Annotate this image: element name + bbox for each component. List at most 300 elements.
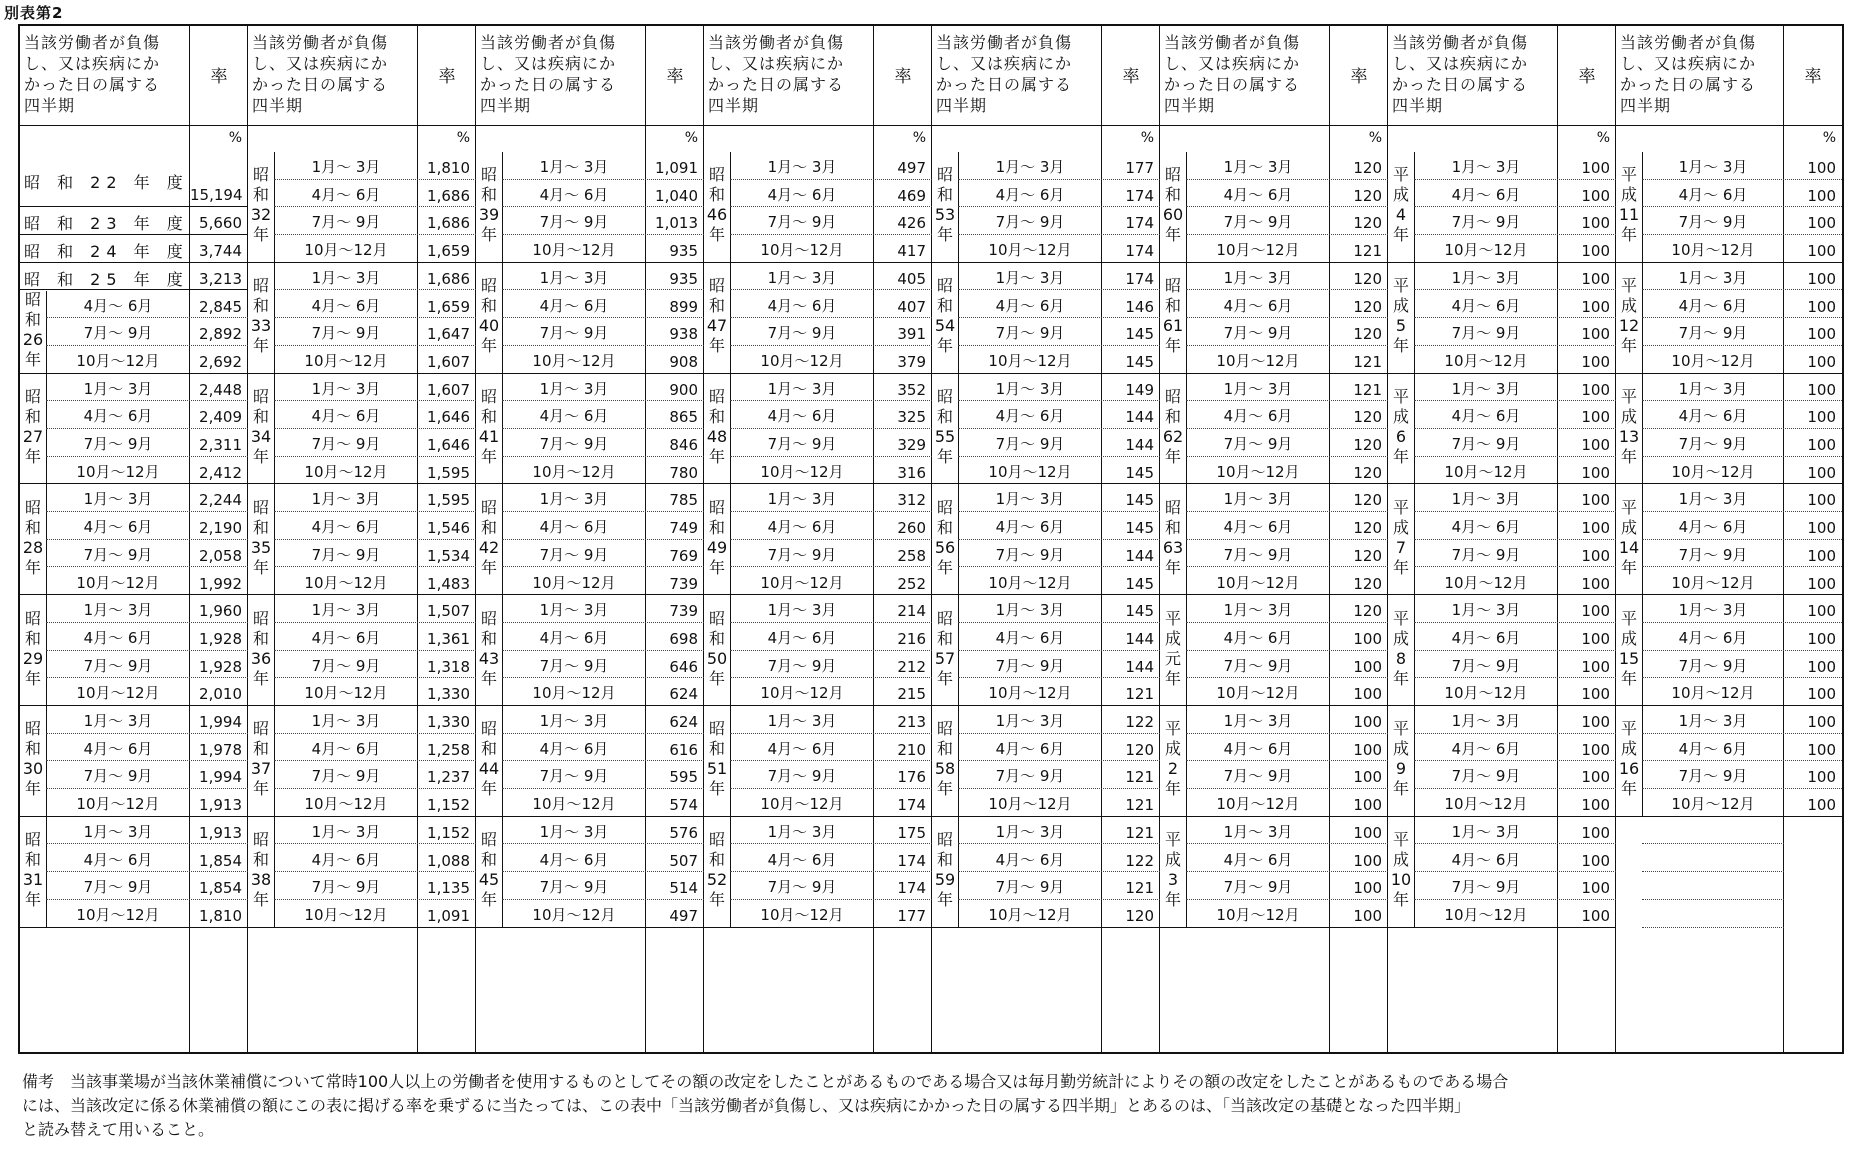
quarter-label: 7月～ 9月 [1223,213,1293,232]
rate-value: 145 [1125,602,1154,621]
quarter-label: 4月～ 6月 [1223,518,1293,537]
table-column [704,26,932,1052]
rate-value: 1,659 [427,297,470,316]
rate-value: 145 [1125,491,1154,510]
rate-value: 1,507 [427,602,470,621]
quarter-label: 4月～ 6月 [311,185,381,204]
rate-value: 174 [897,851,926,870]
quarter-label: 4月～ 6月 [995,739,1065,758]
quarter-label: 1月～ 3月 [1223,490,1293,509]
quarter-label: 7月～ 9月 [995,324,1065,343]
rate-value: 258 [897,546,926,565]
rate-value: 1,978 [199,740,242,759]
quarter-label: 7月～ 9月 [995,878,1065,897]
era-year-label: 昭 和 48 年 [706,387,728,466]
rate-value: 1,091 [655,159,698,177]
era-year-label: 昭 和 53 年 [934,165,956,245]
quarter-label: 4月～ 6月 [539,185,609,204]
rate-value: 174 [897,796,926,815]
era-year-label: 平 成 11 年 [1618,165,1640,245]
rate-value: 100 [1807,408,1836,427]
rate-value: 212 [897,657,926,676]
quarter-label: 1月～ 3月 [1451,712,1521,730]
quarter-label: 4月～ 6月 [1451,185,1521,204]
note-line: には、当該改定に係る休業補償の額にこの表に掲げる率を乗ずるに当たっては、この表中「当該労働者が負傷し、又は疾病にかかった日の属する四半期」とあるのは、「当該改定の基礎となった四半期」 [22,1096,1471,1115]
rate-value: 352 [897,380,926,399]
quarter-label: 4月～ 6月 [995,850,1065,869]
rate-value: 144 [1125,629,1154,648]
rate-value: 100 [1807,463,1836,482]
column-header [932,26,1159,126]
percent-unit: % [1822,130,1836,146]
quarter-label: 4月～ 6月 [83,296,153,315]
era-year-label: 平 成 2 年 [1164,719,1181,799]
quarter-label: 7月～ 9月 [995,435,1065,453]
quarter-label: 10月～12月 [1444,905,1528,924]
rate-value: 121 [1353,380,1382,399]
quarter-label: 7月～ 9月 [767,545,837,564]
column-header [476,26,703,126]
rate-value: 1,152 [427,796,470,815]
quarter-label: 4月～ 6月 [1223,850,1293,869]
quarter-label: 4月～ 6月 [539,850,609,869]
rate-value: 100 [1353,879,1382,898]
rate-value: 174 [1125,186,1154,205]
column-header [1388,26,1615,126]
quarter-label: 4月～ 6月 [83,628,153,647]
era-year-label: 昭 和 46 年 [706,165,728,245]
era-year-label: 昭 和 44 年 [478,719,500,799]
quarter-label: 7月～ 9月 [1223,324,1293,343]
era-year-label: 平 成 12 年 [1618,276,1640,356]
rate-value: 3,213 [199,269,242,288]
quarter-label: 7月～ 9月 [1678,213,1748,232]
rate-value: 1,960 [199,602,242,621]
era-year-label: 平 成 9 年 [1392,719,1409,799]
table-column [476,26,704,1052]
rate-value: 146 [1125,297,1154,316]
quarter-label: 10月～12月 [532,241,616,260]
notes [22,1070,1842,1142]
quarter-label: 1月～ 3月 [1451,822,1521,841]
quarter-label: 10月～12月 [304,573,388,592]
header-period-label: 当該労働者が負傷 し、又は疾病にか かった日の属する 四半期 [708,33,845,115]
quarter-label: 10月～12月 [1671,684,1755,703]
quarter-label: 4月～ 6月 [311,407,381,426]
quarter-label: 1月～ 3月 [1678,158,1748,176]
rate-value: 214 [897,602,926,621]
rate-value: 935 [669,269,698,288]
rate-value: 121 [1125,796,1154,815]
rate-value: 100 [1581,408,1610,427]
rate-value: 325 [897,408,926,427]
rate-value: 1,810 [427,159,470,177]
quarter-label: 1月～ 3月 [1678,601,1748,620]
quarter-label: 1月～ 3月 [311,490,381,509]
rate-value: 120 [1353,297,1382,316]
rate-value: 100 [1353,906,1382,925]
quarter-label: 4月～ 6月 [311,850,381,869]
era-year-label: 平 成 15 年 [1618,608,1640,688]
rate-value: 100 [1807,602,1836,621]
quarter-label: 7月～ 9月 [311,324,381,343]
quarter-label: 1月～ 3月 [539,268,609,287]
quarter-label: 7月～ 9月 [83,435,153,453]
era-year-label: 昭 和 42 年 [478,497,500,577]
rate-value: 1,994 [199,768,242,787]
rate-value: 624 [669,685,698,704]
quarter-label: 4月～ 6月 [311,296,381,315]
era-year-label: 昭 和 40 年 [478,276,500,356]
rate-value: 407 [897,297,926,316]
rate-value: 215 [897,685,926,704]
rate-value: 1,928 [199,657,242,676]
rate-value: 120 [1353,574,1382,593]
rate-value: 595 [669,768,698,787]
quarter-label: 4月～ 6月 [539,407,609,426]
quarter-label: 4月～ 6月 [311,739,381,758]
quarter-label: 1月～ 3月 [1451,379,1521,398]
quarter-label: 7月～ 9月 [83,656,153,675]
era-year-label: 昭 和 51 年 [706,719,728,799]
quarter-label: 7月～ 9月 [1678,767,1748,786]
rate-value: 497 [669,906,698,925]
era-year-label: 昭 和 49 年 [706,497,728,577]
quarter-label: 4月～ 6月 [1451,407,1521,426]
rate-value: 216 [897,629,926,648]
rate-value: 100 [1807,657,1836,676]
quarter-label: 10月～12月 [760,462,844,481]
rate-value: 15,194 [190,186,243,205]
rate-value: 120 [1353,214,1382,233]
percent-unit: % [1596,130,1610,146]
rate-value: 846 [669,436,698,454]
quarter-label: 1月～ 3月 [311,268,381,287]
rate-value: 749 [669,519,698,538]
quarter-label: 10月～12月 [760,573,844,592]
era-year-label: 昭 和 30 年 [22,719,44,799]
rate-value: 144 [1125,546,1154,565]
rate-value: 935 [669,242,698,261]
rate-value: 1,854 [199,851,242,870]
rate-value: 391 [897,325,926,344]
rate-value: 100 [1807,186,1836,205]
quarter-label: 1月～ 3月 [1678,379,1748,398]
quarter-label: 7月～ 9月 [311,545,381,564]
rate-value: 1,686 [427,186,470,205]
era-year-label: 平 成 3 年 [1164,830,1181,910]
era-year-label: 昭 和 37 年 [250,719,272,799]
rate-value: 120 [1353,602,1382,621]
quarter-label: 4月～ 6月 [539,518,609,537]
quarter-label: 1月～ 3月 [767,490,837,509]
rate-value: 100 [1807,491,1836,510]
quarter-label: 10月～12月 [304,795,388,814]
quarter-label: 1月～ 3月 [995,822,1065,841]
rate-value: 1,135 [427,879,470,898]
rate-value: 144 [1125,436,1154,454]
table-title: 別表第2 [4,4,64,22]
rate-value: 100 [1581,823,1610,842]
rate-value: 100 [1581,214,1610,233]
rate-value: 121 [1125,879,1154,898]
rate-value: 121 [1125,823,1154,842]
rate-value: 100 [1581,159,1610,177]
rate-value: 177 [897,906,926,925]
quarter-label: 10月～12月 [988,351,1072,370]
rate-value: 100 [1581,602,1610,621]
rate-value: 2,412 [199,463,242,482]
quarter-label: 10月～12月 [988,241,1072,260]
rate-value: 100 [1581,796,1610,815]
rate-value: 100 [1353,768,1382,787]
quarter-label: 7月～ 9月 [539,767,609,786]
era-year-label: 昭 和 38 年 [250,830,272,910]
header-rate-label: 率 [438,67,456,87]
quarter-label: 1月～ 3月 [311,822,381,841]
era-year-label: 昭 和 52 年 [706,830,728,910]
quarter-label: 1月～ 3月 [995,379,1065,398]
quarter-label: 1月～ 3月 [767,379,837,398]
quarter-label: 4月～ 6月 [995,628,1065,647]
rate-value: 769 [669,546,698,565]
quarter-label: 7月～ 9月 [767,435,837,453]
quarter-label: 7月～ 9月 [1451,213,1521,232]
rate-value: 576 [669,823,698,842]
quarter-label: 7月～ 9月 [83,878,153,897]
quarter-label: 1月～ 3月 [995,712,1065,730]
quarter-label: 7月～ 9月 [1223,767,1293,786]
rate-value: 514 [669,879,698,898]
quarter-label: 4月～ 6月 [539,296,609,315]
rate-value: 507 [669,851,698,870]
quarter-label: 10月～12月 [1216,905,1300,924]
quarter-label: 7月～ 9月 [311,878,381,897]
rate-value: 1,659 [427,242,470,261]
header-rate-label: 率 [1804,67,1822,87]
quarter-label: 10月～12月 [988,462,1072,481]
quarter-label: 7月～ 9月 [311,656,381,675]
rate-value: 100 [1807,796,1836,815]
quarter-label: 4月～ 6月 [767,296,837,315]
quarter-label: 4月～ 6月 [1223,739,1293,758]
quarter-label: 10月～12月 [988,795,1072,814]
quarter-label: 4月～ 6月 [83,739,153,758]
quarter-label: 10月～12月 [304,684,388,703]
quarter-label: 1月～ 3月 [539,379,609,398]
rate-value: 120 [1353,463,1382,482]
quarter-label: 10月～12月 [1671,462,1755,481]
quarter-label: 4月～ 6月 [311,628,381,647]
quarter-label: 10月～12月 [1444,684,1528,703]
quarter-label: 4月～ 6月 [1451,518,1521,537]
era-year-label: 昭 和 62 年 [1162,387,1184,466]
quarter-label: 7月～ 9月 [767,213,837,232]
rate-value: 785 [669,491,698,510]
rate-value: 497 [897,159,926,177]
quarter-label: 10月～12月 [76,351,160,370]
rate-value: 145 [1125,574,1154,593]
header-rate-label: 率 [894,67,912,87]
quarter-label: 10月～12月 [988,905,1072,924]
quarter-label: 4月～ 6月 [767,739,837,758]
quarter-label: 7月～ 9月 [1223,435,1293,453]
quarter-label: 4月～ 6月 [1451,296,1521,315]
rate-value: 144 [1125,657,1154,676]
rate-table [18,24,1844,1054]
rate-value: 100 [1581,463,1610,482]
rate-value: 175 [897,823,926,842]
quarter-label: 1月～ 3月 [1451,490,1521,509]
quarter-label: 7月～ 9月 [1678,656,1748,675]
rate-value: 145 [1125,463,1154,482]
rate-value: 100 [1807,436,1836,454]
quarter-label: 1月～ 3月 [1223,822,1293,841]
quarter-label: 7月～ 9月 [995,656,1065,675]
rate-value: 1,330 [427,713,470,731]
rate-value: 1,810 [199,906,242,925]
table-column [20,26,248,1052]
rate-value: 213 [897,713,926,731]
quarter-label: 4月～ 6月 [1223,628,1293,647]
rate-value: 122 [1125,713,1154,731]
rate-value: 100 [1807,546,1836,565]
rate-value: 739 [669,602,698,621]
rate-value: 121 [1353,352,1382,371]
fiscal-year-label: 昭 和 22 年 度 [24,172,189,192]
quarter-label: 1月～ 3月 [83,490,153,509]
era-year-label: 昭 和 54 年 [934,276,956,356]
era-year-label: 昭 和 55 年 [934,387,956,466]
quarter-label: 10月～12月 [1216,573,1300,592]
quarter-label: 10月～12月 [304,351,388,370]
rate-value: 2,244 [199,491,242,510]
rate-value: 2,409 [199,408,242,427]
fiscal-year-label: 昭 和 25 年 度 [24,269,189,289]
rate-value: 120 [1353,186,1382,205]
quarter-label: 4月～ 6月 [995,407,1065,426]
rate-value: 100 [1353,685,1382,704]
quarter-label: 4月～ 6月 [995,518,1065,537]
era-year-label: 平 成 4 年 [1392,165,1409,245]
rate-value: 100 [1581,851,1610,870]
era-year-label: 昭 和 31 年 [22,830,44,910]
quarter-label: 7月～ 9月 [995,213,1065,232]
header-period-label: 当該労働者が負傷 し、又は疾病にか かった日の属する 四半期 [936,33,1073,115]
rate-value: 616 [669,740,698,759]
rate-value: 1,013 [655,214,698,233]
rate-value: 100 [1581,713,1610,731]
table-column [248,26,476,1052]
era-year-label: 昭 和 60 年 [1162,165,1184,245]
quarter-label: 1月～ 3月 [1678,712,1748,730]
rate-value: 100 [1807,380,1836,399]
rate-value: 120 [1353,159,1382,177]
rate-value: 100 [1581,269,1610,288]
quarter-label: 1月～ 3月 [83,822,153,841]
era-year-label: 平 成 13 年 [1618,387,1640,466]
rate-value: 100 [1581,380,1610,399]
rate-value: 1,361 [427,629,470,648]
rate-value: 122 [1125,851,1154,870]
rate-value: 100 [1807,325,1836,344]
era-year-label: 平 成 8 年 [1392,608,1409,688]
rate-value: 100 [1581,519,1610,538]
era-year-label: 昭 和 63 年 [1162,497,1184,577]
rate-value: 145 [1125,519,1154,538]
fiscal-year-label: 昭 和 24 年 度 [24,241,189,261]
header-period-label: 当該労働者が負傷 し、又は疾病にか かった日の属する 四半期 [1392,33,1529,115]
rate-value: 1,237 [427,768,470,787]
quarter-label: 7月～ 9月 [83,324,153,343]
rate-value: 1,646 [427,436,470,454]
rate-value: 865 [669,408,698,427]
rate-value: 100 [1807,159,1836,177]
rate-value: 1,546 [427,519,470,538]
rate-value: 145 [1125,325,1154,344]
rate-value: 2,448 [199,380,242,399]
column-header [1160,26,1387,126]
quarter-label: 10月～12月 [1444,795,1528,814]
quarter-label: 1月～ 3月 [539,712,609,730]
quarter-label: 7月～ 9月 [1678,435,1748,453]
quarter-label: 1月～ 3月 [539,158,609,176]
rate-value: 100 [1807,768,1836,787]
quarter-label: 7月～ 9月 [1223,656,1293,675]
quarter-label: 10月～12月 [1216,241,1300,260]
quarter-label: 4月～ 6月 [1678,185,1748,204]
quarter-label: 4月～ 6月 [83,850,153,869]
rate-value: 1,994 [199,713,242,731]
quarter-label: 4月～ 6月 [311,518,381,537]
rate-value: 2,058 [199,546,242,565]
quarter-label: 10月～12月 [1216,684,1300,703]
column-header [248,26,475,126]
quarter-label: 10月～12月 [1671,351,1755,370]
rate-value: 1,040 [655,186,698,205]
rate-value: 121 [1125,768,1154,787]
quarter-label: 1月～ 3月 [83,379,153,398]
quarter-label: 4月～ 6月 [1223,296,1293,315]
era-year-label: 昭 和 57 年 [934,608,956,688]
quarter-label: 7月～ 9月 [311,767,381,786]
header-rate-label: 率 [1122,67,1140,87]
rate-value: 121 [1125,685,1154,704]
rate-value: 121 [1353,242,1382,261]
quarter-label: 7月～ 9月 [767,324,837,343]
era-year-label: 昭 和 41 年 [478,387,500,466]
quarter-label: 7月～ 9月 [767,656,837,675]
rate-value: 2,010 [199,685,242,704]
era-year-label: 平 成 6 年 [1392,387,1409,466]
quarter-label: 4月～ 6月 [1451,628,1521,647]
quarter-label: 10月～12月 [532,351,616,370]
quarter-label: 7月～ 9月 [1451,435,1521,453]
fiscal-year-label: 昭 和 23 年 度 [24,214,189,234]
quarter-label: 1月～ 3月 [539,822,609,841]
quarter-label: 10月～12月 [1444,462,1528,481]
quarter-label: 10月～12月 [760,241,844,260]
quarter-label: 10月～12月 [532,462,616,481]
era-year-label: 昭 和 50 年 [706,608,728,688]
quarter-label: 1月～ 3月 [1223,712,1293,730]
era-year-label: 昭 和 29 年 [22,608,44,688]
quarter-label: 10月～12月 [760,905,844,924]
era-year-label: 平 成 14 年 [1618,497,1640,577]
rate-value: 1,595 [427,491,470,510]
rate-value: 938 [669,325,698,344]
quarter-label: 10月～12月 [1444,351,1528,370]
